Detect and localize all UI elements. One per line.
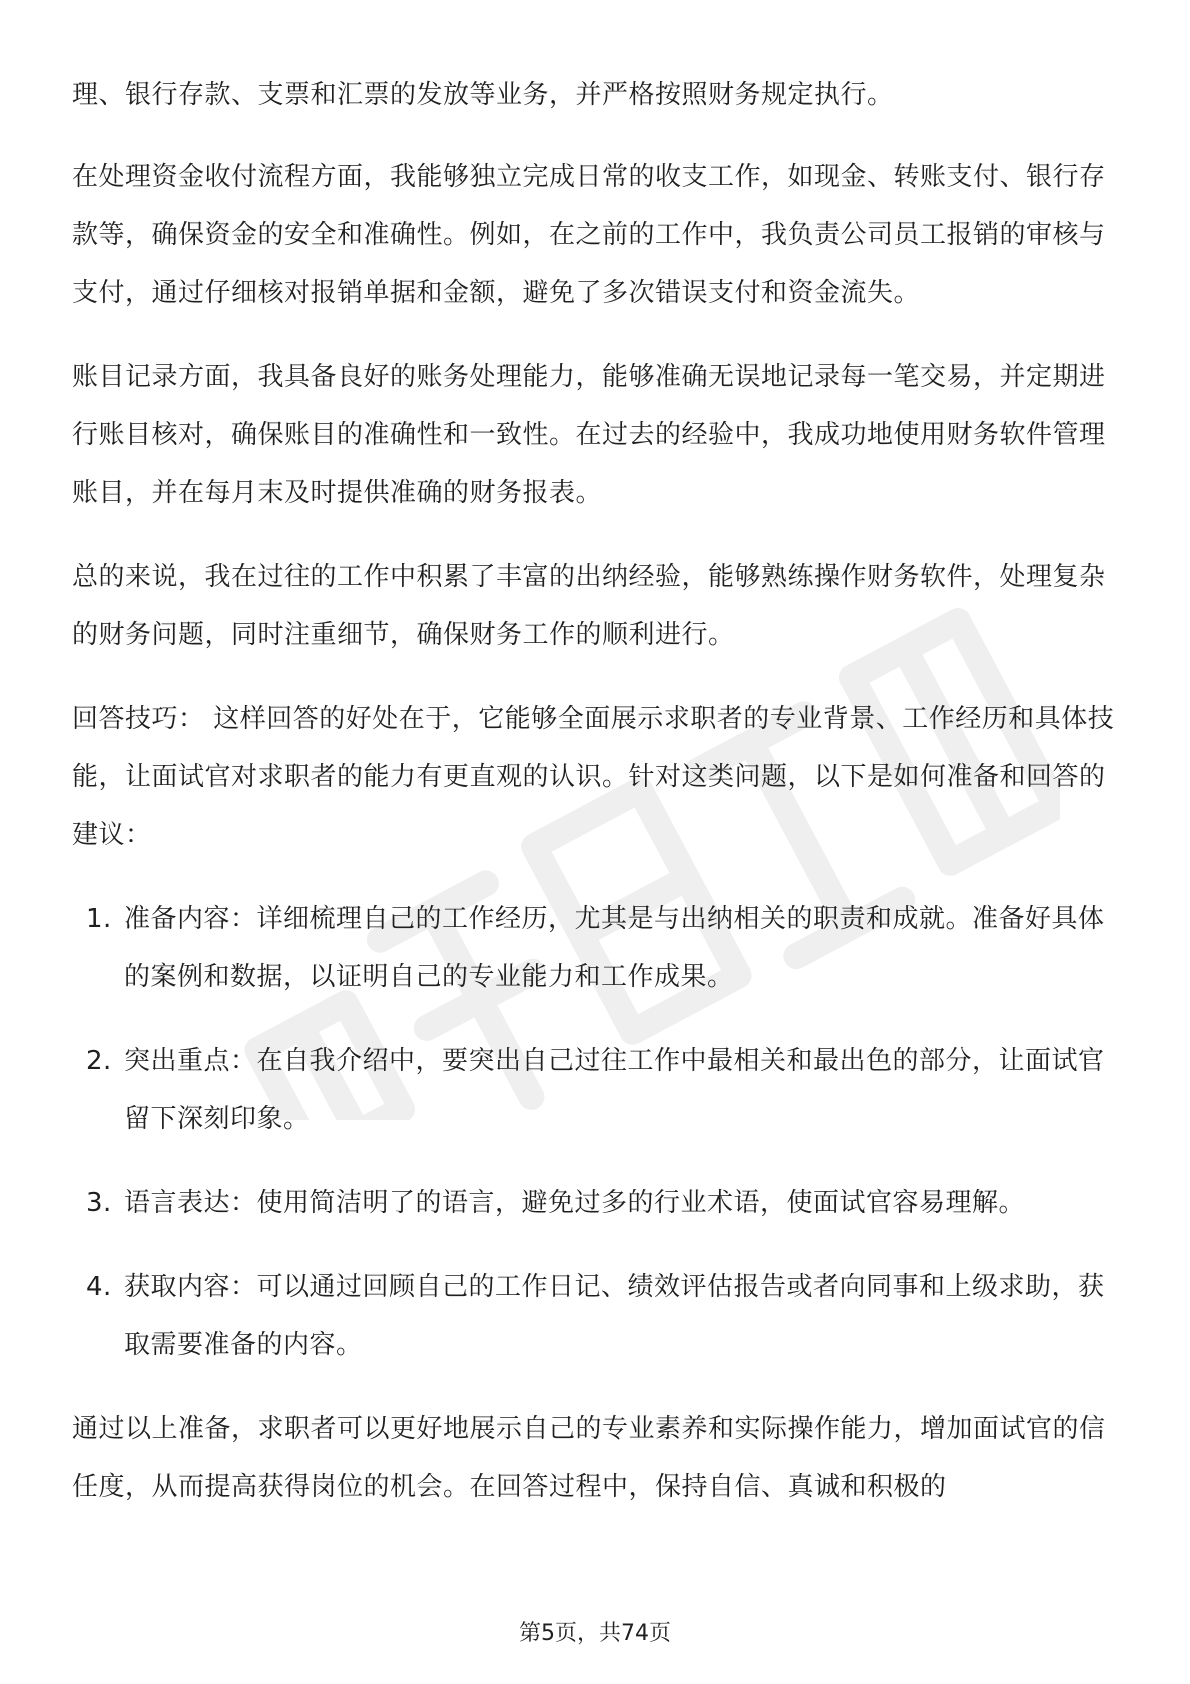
paragraph-answer-tips: 回答技巧： 这样回答的好处在于，它能够全面展示求职者的专业背景、工作经历和具体技能，让面试官对求职者的能力有更直观的认识。针对这类问题，以下是如何准备和回答的建议： (72, 704, 1115, 850)
paragraph-bookkeeping: 账目记录方面，我具备良好的账务处理能力，能够准确无误地记录每一笔交易，并定期进行账目核对，确保账目的准确性和一致性。在过去的经验中，我成功地使用财务软件管理账目，并在每月末及时提供准确的财务报表。 (72, 362, 1106, 508)
paragraph-continuation: 理、银行存款、支票和汇票的发放等业务，并严格按照财务规定执行。 (72, 80, 894, 110)
list-item (72, 1258, 1122, 1374)
document-body (72, 66, 1122, 1542)
list-item (72, 1032, 1122, 1148)
list-number: 3. (86, 1188, 112, 1218)
list-number: 1. (86, 904, 112, 934)
list-text: 获取内容：可以通过回顾自己的工作日记、绩效评估报告或者向同事和上级求助，获取需要准备的内容。 (124, 1272, 1105, 1360)
paragraph-cash-flow: 在处理资金收付流程方面，我能够独立完成日常的收支工作，如现金、转账支付、银行存款等，确保资金的安全和准确性。例如，在之前的工作中，我负责公司员工报销的审核与支付，通过仔细核对报销单据和金额，避免了多次错误支付和资金流失。 (72, 162, 1106, 308)
list-number: 2. (86, 1046, 112, 1076)
paragraph-summary: 总的来说，我在过往的工作中积累了丰富的出纳经验，能够熟练操作财务软件，处理复杂的财务问题，同时注重细节，确保财务工作的顺利进行。 (72, 562, 1106, 650)
list-item (72, 1174, 1122, 1232)
list-text: 突出重点：在自我介绍中，要突出自己过往工作中最相关和最出色的部分，让面试官留下深刻印象。 (124, 1046, 1105, 1134)
paragraph-conclusion: 通过以上准备，求职者可以更好地展示自己的专业素养和实际操作能力，增加面试官的信任度，从而提高获得岗位的机会。在回答过程中，保持自信、真诚和积极的 (72, 1414, 1106, 1502)
tips-list (72, 890, 1122, 1374)
list-text: 语言表达：使用简洁明了的语言，避免过多的行业术语，使面试官容易理解。 (124, 1188, 1026, 1218)
list-text: 准备内容：详细梳理自己的工作经历，尤其是与出纳相关的职责和成就。准备好具体的案例和数据，以证明自己的专业能力和工作成果。 (124, 904, 1105, 992)
list-number: 4. (86, 1272, 112, 1302)
page-number-footer: 第5页，共74页 (519, 1621, 671, 1646)
list-item (72, 890, 1122, 1006)
